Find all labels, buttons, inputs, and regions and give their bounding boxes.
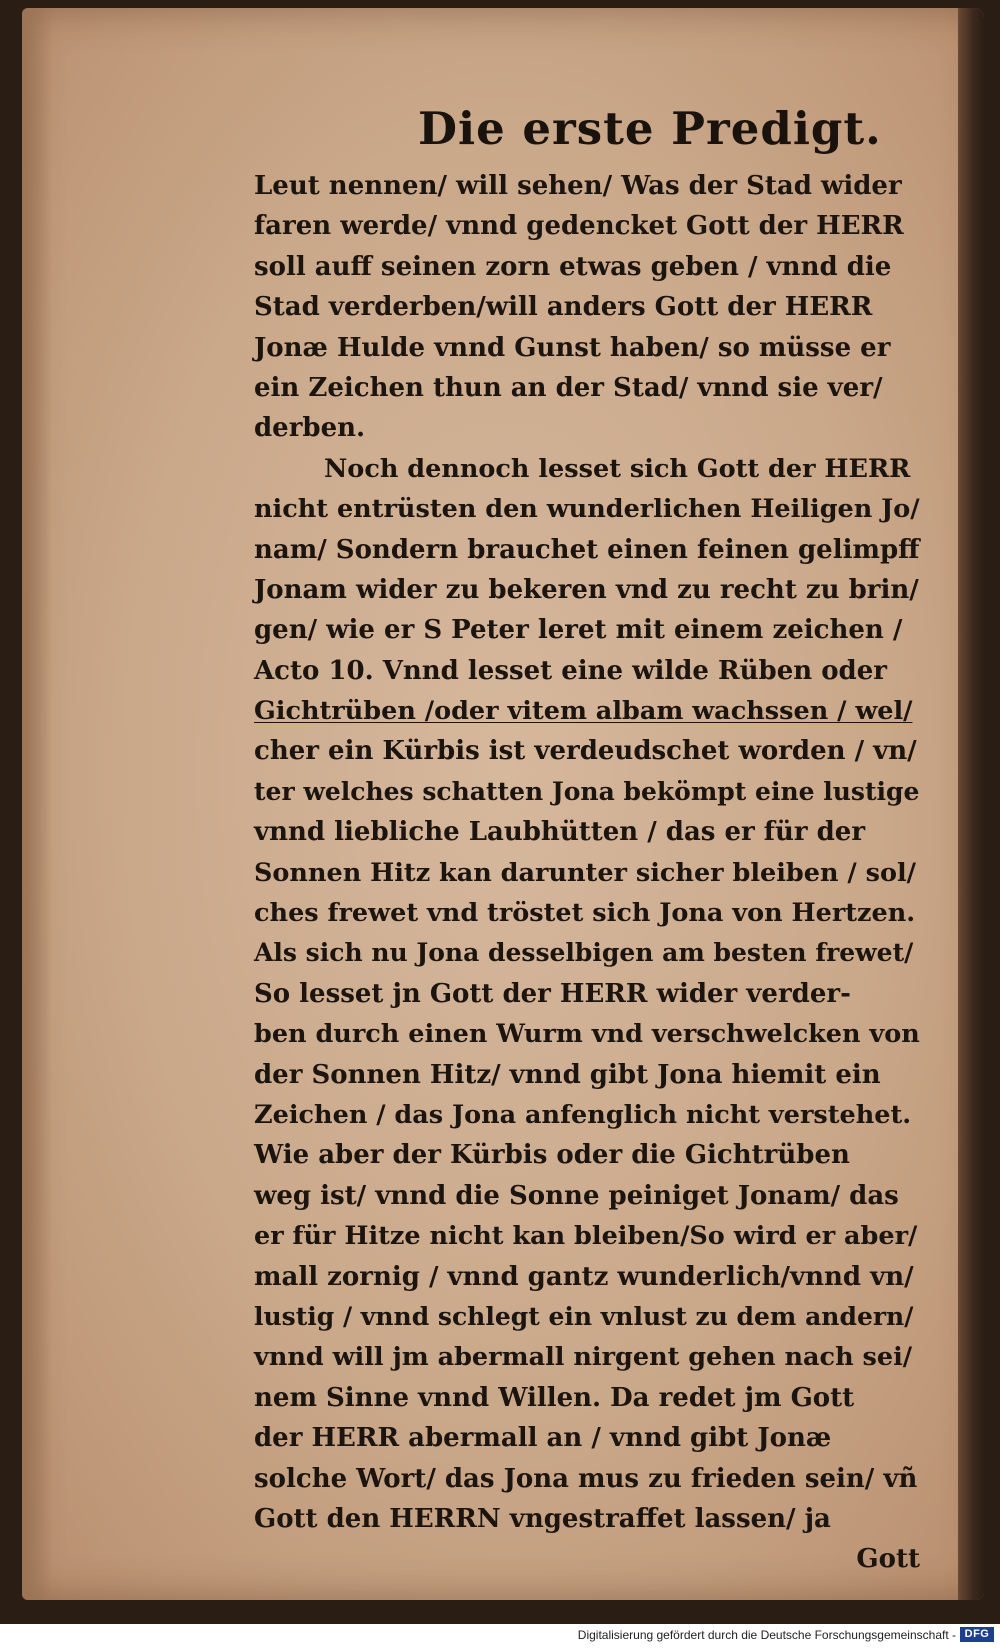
text-line: Jonam wider zu bekeren vnd zu recht zu brin/: [254, 574, 919, 605]
text-line: Als sich nu Jona desselbigen am besten frewet/: [254, 938, 914, 968]
text-line-underlined: Acto 10. Vnnd lesset eine wilde Rüben oder: [254, 655, 887, 686]
text-line: ein Zeichen thun an der Stad/ vnnd sie ver/: [254, 372, 883, 403]
text-line: ter welches schatten Jona bekömpt eine lustige: [254, 776, 920, 806]
text-line: So lesset jn Gott der HERR wider verder-: [254, 978, 851, 1009]
text-line: Gott den HERRN vngestraffet lassen/ ja: [254, 1503, 831, 1534]
text-line: gen/ wie er S Peter leret mit einem zeichen /: [254, 615, 903, 646]
funding-credit: Digitalisierung gefördert durch die Deutsche Forschungsgemeinschaft -: [577, 1628, 956, 1642]
text-line: Stad verderben/will anders Gott der HERR: [254, 292, 873, 323]
catchword: Gott: [856, 1544, 920, 1575]
dfg-logo: DFG: [960, 1627, 994, 1642]
text-line: nam/ Sondern brauchet einen feinen gelimpff: [254, 534, 920, 565]
running-head: Die erste Predigt.: [418, 102, 882, 155]
text-line: cher ein Kürbis ist verdeudschet worden / vn/: [254, 736, 917, 767]
text-line: ben durch einen Wurm vnd verschwelcken von: [254, 1019, 920, 1050]
text-line: nem Sinne vnnd Willen. Da redet jm Gott: [254, 1382, 855, 1413]
text-line: Noch dennoch lesset sich Gott der HERR: [324, 453, 911, 484]
text-line: lustig / vnnd schlegt ein vnlust zu dem andern/: [254, 1301, 914, 1331]
page-edge-shadow: [22, 8, 52, 1600]
text-line: Leut nennen/ will sehen/ Was der Stad wider: [254, 171, 902, 201]
footer-bar: [0, 1624, 1000, 1648]
text-line-underlined: Gichtrüben /oder vitem albam wachssen / wel/: [254, 696, 913, 727]
text-line: der Sonnen Hitz/ vnnd gibt Jona hiemit ein: [254, 1059, 881, 1090]
text-line: Wie aber der Kürbis oder die Gichtrüben: [254, 1140, 850, 1171]
text-line: er für Hitze nicht kan bleiben/So wird er aber/: [254, 1221, 918, 1252]
text-line: Jonæ Hulde vnnd Gunst haben/ so müsse er: [254, 332, 891, 363]
text-line: ches frewet vnd tröstet sich Jona von Hertzen.: [254, 898, 916, 929]
text-line: faren werde/ vnnd gedencket Gott der HERR: [254, 211, 904, 242]
text-line: mall zornig / vnnd gantz wunderlich/vnnd vn/: [254, 1261, 914, 1292]
text-line: Sonnen Hitz kan darunter sicher bleiben / sol/: [254, 857, 916, 888]
text-line: Zeichen / das Jona anfenglich nicht verstehet.: [254, 1099, 912, 1130]
text-line: nicht entrüsten den wunderlichen Heiligen Jo/: [254, 494, 920, 525]
text-line: weg ist/ vnnd die Sonne peiniget Jonam/ das: [254, 1180, 899, 1211]
book-spine: [958, 8, 984, 1600]
text-line: der HERR abermall an / vnnd gibt Jonæ: [254, 1423, 832, 1454]
text-line: vnnd liebliche Laubhütten / das er für der: [254, 817, 866, 848]
text-line: soll auff seinen zorn etwas geben / vnnd die: [254, 251, 892, 282]
text-line: solche Wort/ das Jona mus zu frieden sein/ vñ: [254, 1463, 918, 1494]
text-line: vnnd will jm abermall nirgent gehen nach sei/: [254, 1342, 913, 1373]
text-line: derben.: [254, 413, 366, 444]
body-text: [254, 166, 920, 1580]
